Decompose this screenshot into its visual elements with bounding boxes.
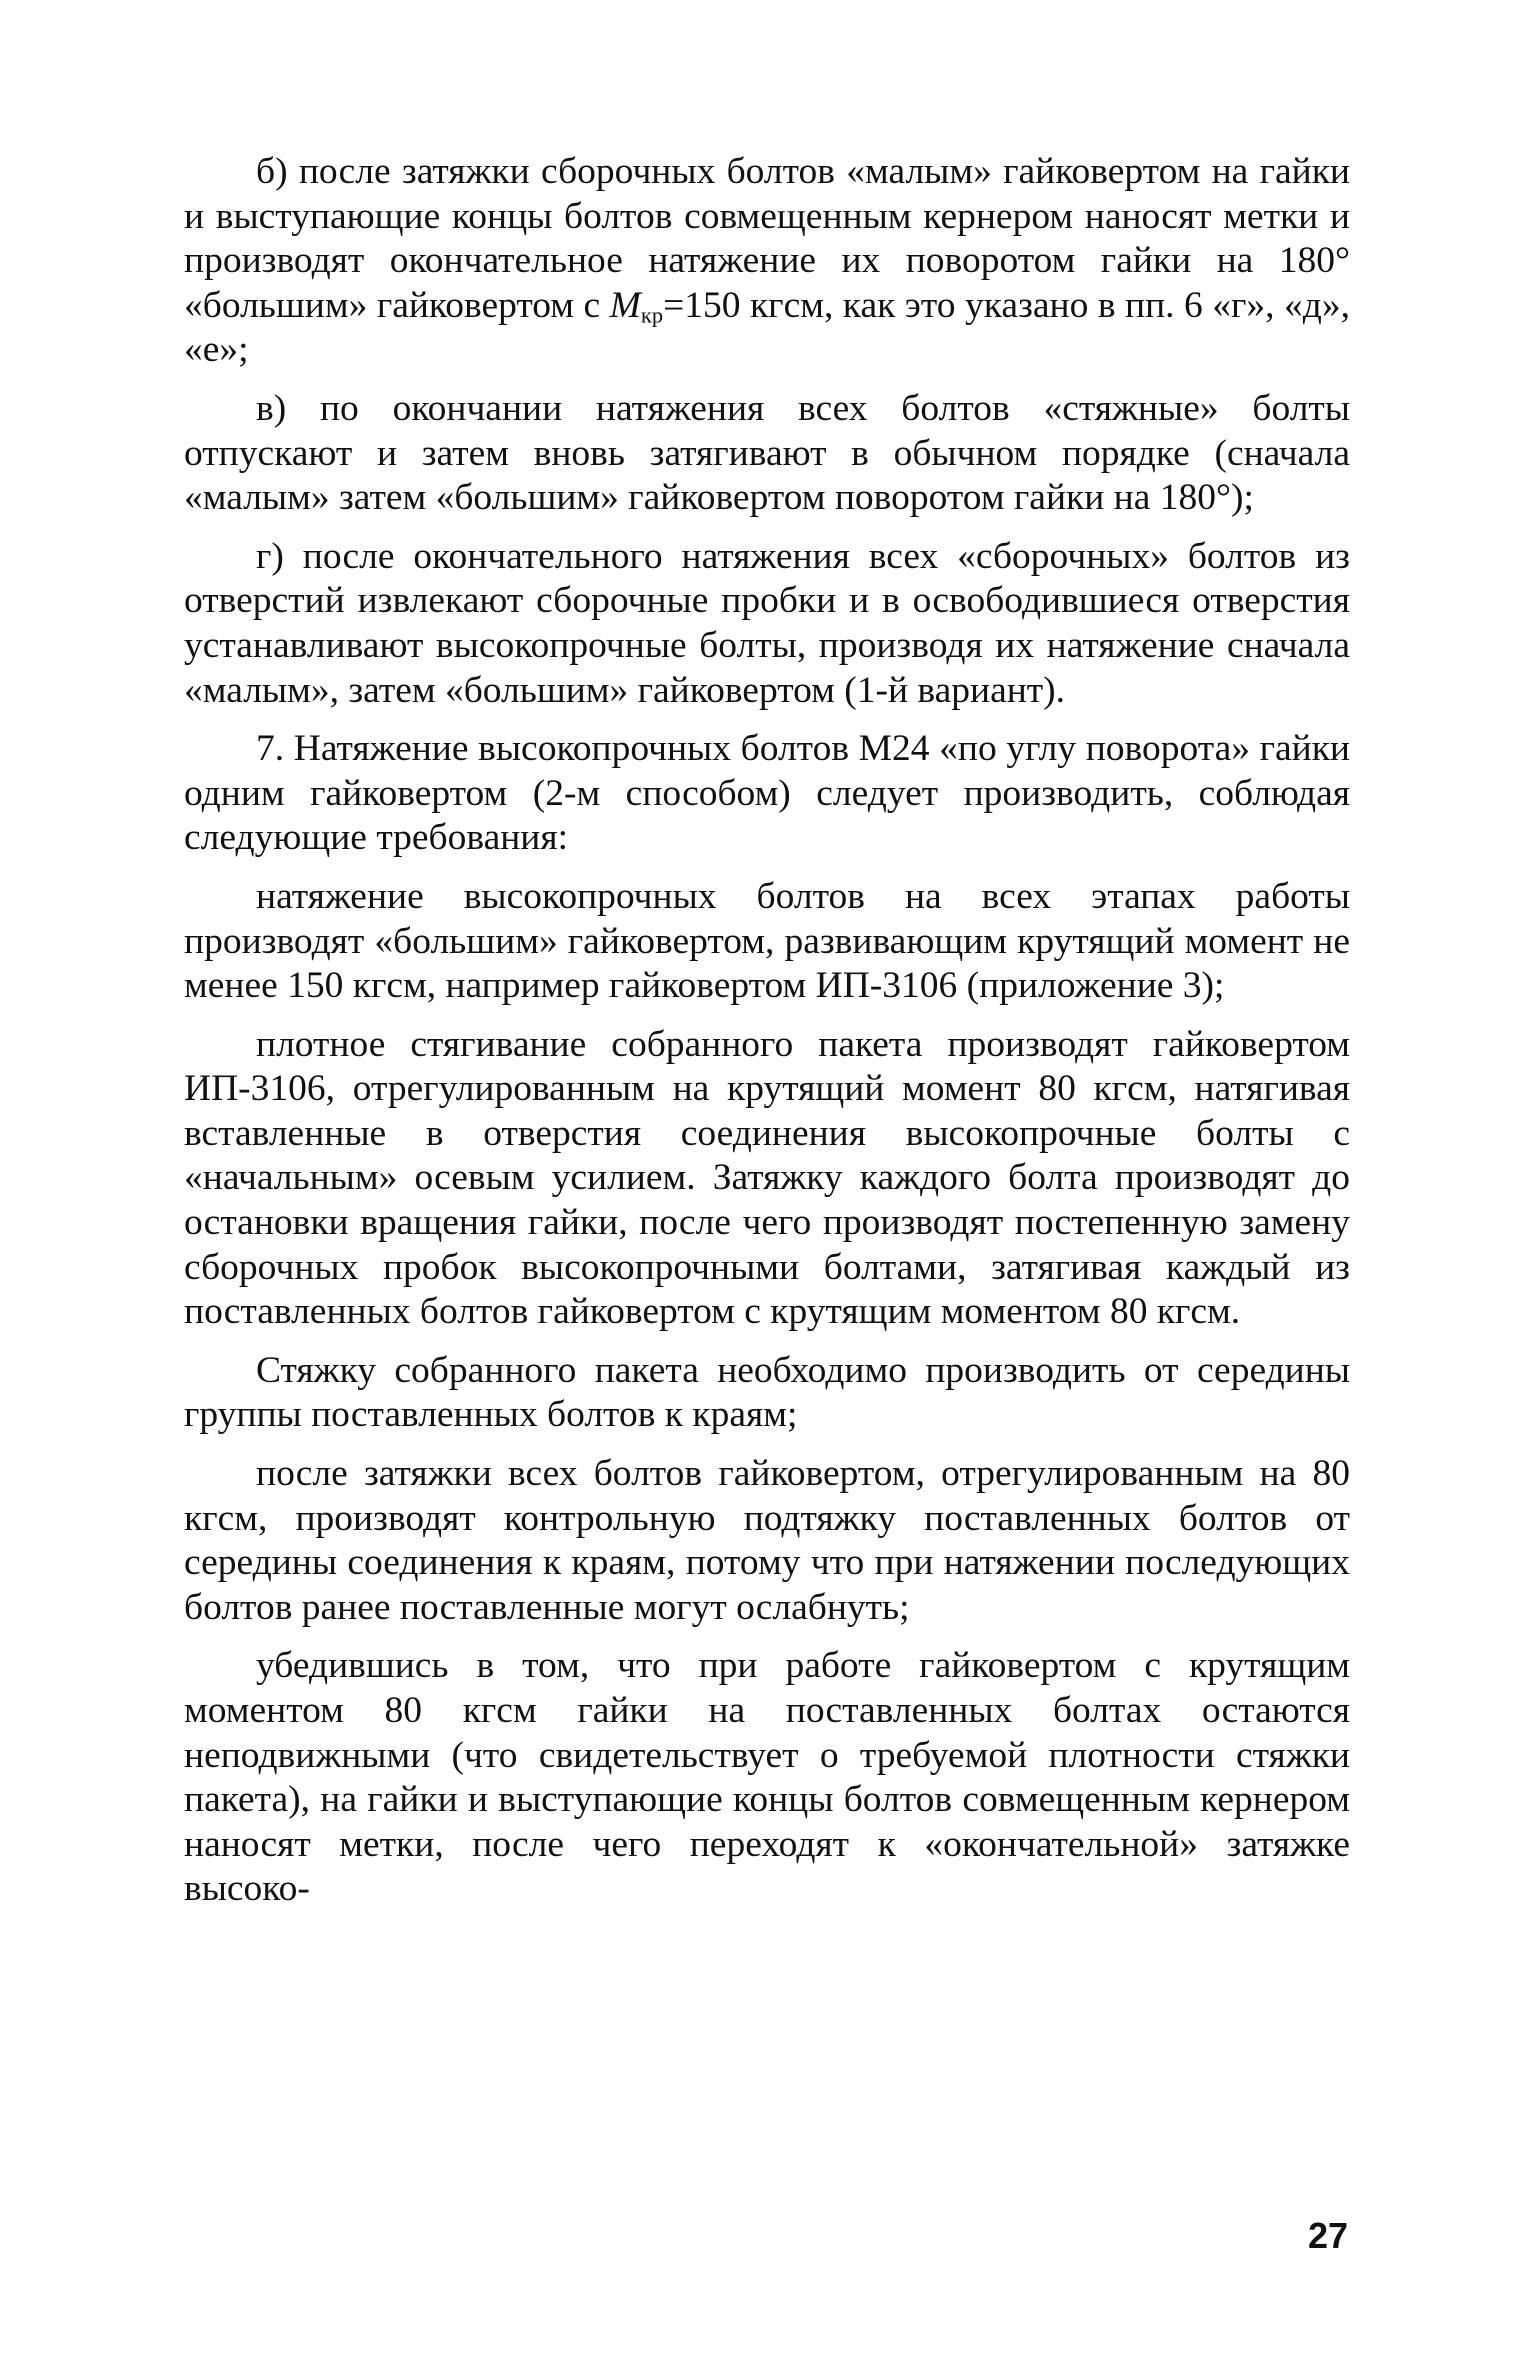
body-text	[184, 150, 1350, 1926]
paragraph-g: г) после окончательного натяжения всех «сборочных» болтов из отверстий извлекают сборочные пробки и в освободившиеся отверстия устанавливают высокопрочные болты, производя их натяжение сначала «малым», затем «большим» гайковертом (1-й вариант).	[184, 535, 1350, 711]
paragraph-b	[184, 150, 1350, 373]
paragraph-7-item-2: плотное стягивание собранного пакета производят гайковертом ИП-3106, отрегулированным на крутящий момент 80 кгсм, натягивая вставленные в отверстия соединения высокопрочные болты с «начальным» осевым усилием. Затяжку каждого болта производят до остановки вращения гайки, после чего производят постепенную замену сборочных пробок высокопрочными болтами, затягивая каждый из поставленных болтов гайковертом с крутящим моментом 80 кгсм.	[184, 1023, 1350, 1333]
paragraph-v: в) по окончании натяжения всех болтов «стяжные» болты отпускают и затем вновь затягивают в обычном порядке (сначала «малым» затем «большим» гайковертом поворотом гайки на 180°);	[184, 387, 1350, 519]
formula-subscript: кр	[640, 302, 664, 328]
paragraph-7-item-1: натяжение высокопрочных болтов на всех этапах работы производят «большим» гайковертом, развивающим крутящий момент не менее 150 кгсм, например гайковертом ИП-3106 (приложение 3);	[184, 875, 1350, 1007]
formula-rest: =150 кгсм, как это указано в пп. 6 «г», «д», «е»;	[184, 284, 1350, 371]
paragraph-7-item-4: после затяжки всех болтов гайковертом, отрегулированным на 80 кгсм, производят контрольную подтяжку поставленных болтов от середины соединения к краям, потому что при натяжении последующих болтов ранее поставленные могут ослабнуть;	[184, 1453, 1350, 1628]
paragraph-7-item-5: убедившись в том, что при работе гайковертом с крутящим моментом 80 кгсм гайки на поставленных болтах остаются неподвижными (что свидетельствует о требуемой плотности стяжки пакета), на гайки и выступающие концы болтов совмещенным кернером наносят метки, после чего переходят к «окончательной» затяжке высоко-	[184, 1645, 1350, 1910]
paragraph-7-item-3: Стяжку собранного пакета необходимо производить от середины группы поставленных болтов к краям;	[184, 1349, 1350, 1436]
formula-symbol: М	[609, 284, 641, 326]
paragraph-7: 7. Натяжение высокопрочных болтов М24 «по углу поворота» гайки одним гайковертом (2-м способом) следует производить, соблюдая следующие требования:	[184, 728, 1350, 859]
paragraph-b-text: б) после затяжки сборочных болтов «малым» гайковертом на гайки и выступающие концы болтов совмещенным кернером наносят метки и производят окончательное натяжение их поворотом гайки на 180° «большим» гайковертом с	[184, 151, 1350, 326]
page-number: 27	[1308, 2215, 1349, 2256]
